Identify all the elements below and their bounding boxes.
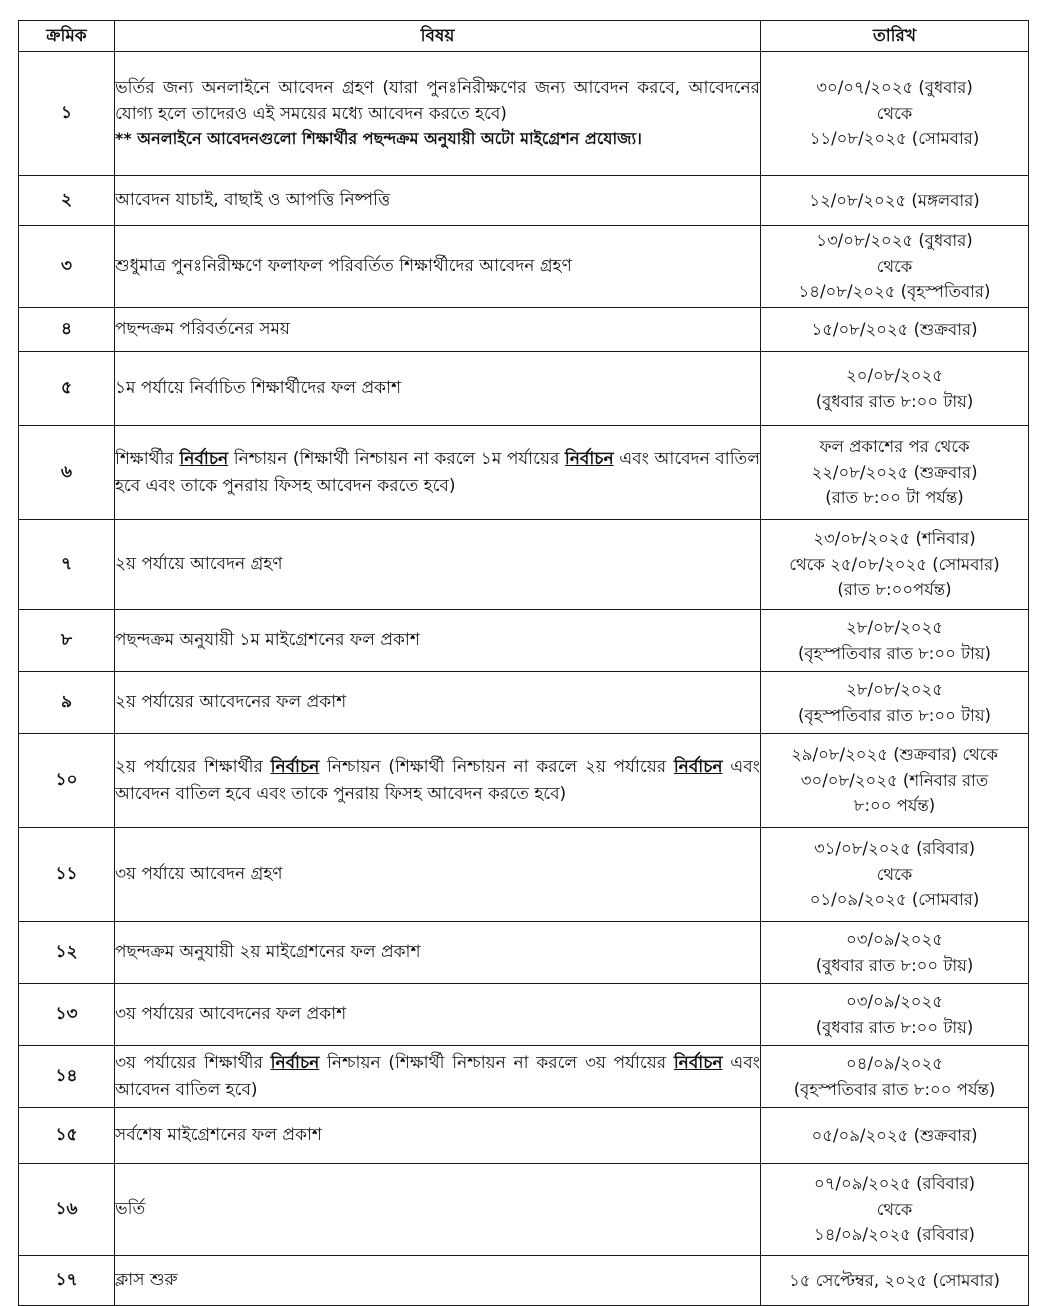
date-line: থেকে: [876, 256, 913, 276]
table-row: [19, 1046, 1029, 1108]
date-line: (বৃহস্পতিবার রাত ৮:০০ পর্যন্ত): [793, 1079, 996, 1099]
subject-text: শুধুমাত্র পুনঃনিরীক্ষণে ফলাফল পরিবর্তিত শিক্ষার্থীদের আবেদন গ্রহণ: [115, 256, 572, 277]
row-serial: ৭: [19, 520, 115, 610]
subject-text: ৩য় পর্যায়ের শিক্ষার্থীর: [115, 1053, 271, 1074]
row-serial: ১৭: [19, 1256, 115, 1306]
row-serial: ১: [19, 52, 115, 176]
date-line: ০৪/০৯/২০২৫: [846, 1053, 943, 1073]
row-subject: [115, 984, 761, 1046]
row-subject: [115, 672, 761, 734]
subject-text: ২য় পর্যায়ে আবেদন গ্রহণ: [115, 554, 283, 575]
date-line: ৩০/০৭/২০২৫ (বুধবার): [816, 78, 973, 98]
row-date: [761, 1046, 1029, 1108]
row-subject: [115, 922, 761, 984]
table-row: [19, 520, 1029, 610]
table-row: [19, 828, 1029, 922]
date-line: ২৮/০৮/২০২৫: [846, 679, 943, 699]
date-line: ২৮/০৮/২০২৫: [846, 617, 943, 637]
table-row: [19, 226, 1029, 308]
table-row: [19, 52, 1029, 176]
subject-note: ** অনলাইনে আবেদনগুলো শিক্ষার্থীর পছন্দক্রম অনুযায়ী অটো মাইগ্রেশন প্রযোজ্য।: [115, 129, 642, 149]
date-line: (বুধবার রাত ৮:০০ টায়): [815, 1017, 974, 1037]
date-line: ৩০/০৮/২০২৫ (শনিবার রাত: [800, 770, 989, 790]
table-body: [19, 52, 1029, 1306]
row-subject: [115, 734, 761, 828]
subject-text: পছন্দক্রম পরিবর্তনের সময়: [115, 319, 290, 340]
row-subject: [115, 610, 761, 672]
subject-text: পছন্দক্রম অনুযায়ী ১ম মাইগ্রেশনের ফল প্রকাশ: [115, 630, 420, 651]
row-serial: ২: [19, 176, 115, 226]
date-line: (বুধবার রাত ৮:০০ টায়): [815, 391, 974, 411]
row-serial: ৬: [19, 426, 115, 520]
subject-text: আবেদন যাচাই, বাছাই ও আপত্তি নিষ্পত্তি: [115, 190, 391, 211]
table-row: [19, 984, 1029, 1046]
subject-emphasis: নির্বাচন: [270, 757, 320, 778]
date-line: (বৃহস্পতিবার রাত ৮:০০ টায়): [798, 643, 991, 663]
subject-text: এবং আবেদন বাতিল হবে): [115, 1053, 760, 1100]
row-serial: ৩: [19, 226, 115, 308]
date-line: (রাত ৮:০০পর্যন্ত): [837, 580, 952, 600]
row-date: [761, 828, 1029, 922]
header-subject: বিষয়: [115, 21, 761, 52]
row-subject: [115, 1164, 761, 1256]
row-subject: [115, 52, 761, 176]
row-date: [761, 672, 1029, 734]
date-line: ০৫/০৯/২০২৫ (শুক্রবার): [811, 1125, 978, 1145]
subject-text: ২য় পর্যায়ের আবেদনের ফল প্রকাশ: [115, 692, 347, 713]
subject-text: শিক্ষার্থীর: [115, 449, 180, 470]
date-line: ১৪/০৯/২০২৫ (রবিবার): [813, 1225, 975, 1245]
subject-text: ২য় পর্যায়ের শিক্ষার্থীর: [115, 757, 271, 778]
date-line: ১৫ সেপ্টেম্বর, ২০২৫ (সোমবার): [789, 1270, 1000, 1290]
row-subject: [115, 1046, 761, 1108]
row-subject: [115, 1108, 761, 1164]
row-date: [761, 176, 1029, 226]
row-date: [761, 734, 1029, 828]
date-line: ০৭/০৯/২০২৫ (রবিবার): [813, 1174, 976, 1194]
row-serial: ৫: [19, 352, 115, 426]
table-row: [19, 610, 1029, 672]
row-subject: [115, 352, 761, 426]
date-line: (বুধবার রাত ৮:০০ টায়): [815, 955, 974, 975]
row-subject: [115, 308, 761, 352]
subject-text: নিশ্চায়ন (শিক্ষার্থী নিশ্চায়ন না করলে ৩য় পর্যায়ের: [319, 1053, 674, 1074]
row-subject: [115, 426, 761, 520]
table-row: [19, 734, 1029, 828]
row-serial: ১০: [19, 734, 115, 828]
date-line: ১৪/০৮/২০২৫ (বৃহস্পতিবার): [798, 282, 991, 302]
date-line: থেকে: [876, 864, 913, 884]
table-row: [19, 922, 1029, 984]
subject-text: ৩য় পর্যায়ে আবেদন গ্রহণ: [115, 864, 283, 885]
subject-emphasis: নির্বাচন: [673, 1053, 723, 1074]
row-subject: [115, 226, 761, 308]
date-line: (রাত ৮:০০ টা পর্যন্ত): [825, 488, 964, 508]
row-serial: ৪: [19, 308, 115, 352]
subject-text: ৩য় পর্যায়ের আবেদনের ফল প্রকাশ: [115, 1004, 347, 1025]
table-row: [19, 672, 1029, 734]
subject-emphasis: নির্বাচন: [564, 449, 614, 470]
row-date: [761, 1164, 1029, 1256]
date-line: থেকে: [876, 1199, 913, 1219]
table-row: [19, 352, 1029, 426]
subject-text: এবং আবেদন বাতিল হবে এবং তাকে পুনরায় ফিসহ আবেদন করতে হবে): [115, 449, 760, 496]
row-subject: [115, 176, 761, 226]
row-serial: ৯: [19, 672, 115, 734]
subject-text: ক্লাস শুরু: [115, 1270, 178, 1291]
row-subject: [115, 520, 761, 610]
date-line: (বৃহস্পতিবার রাত ৮:০০ টায়): [798, 705, 991, 725]
row-date: [761, 1108, 1029, 1164]
date-line: থেকে ২৫/০৮/২০২৫ (সোমবার): [789, 554, 1000, 574]
row-serial: ১৩: [19, 984, 115, 1046]
subject-text: ১ম পর্যায়ে নির্বাচিত শিক্ষার্থীদের ফল প্রকাশ: [115, 378, 402, 399]
row-serial: ৮: [19, 610, 115, 672]
row-date: [761, 610, 1029, 672]
table-row: [19, 1108, 1029, 1164]
subject-emphasis: নির্বাচন: [673, 757, 723, 778]
date-line: ২২/০৮/২০২৫ (শুক্রবার): [811, 462, 978, 482]
header-date: তারিখ: [761, 21, 1029, 52]
row-date: [761, 52, 1029, 176]
date-line: ২৩/০৮/২০২৫ (শনিবার): [813, 529, 976, 549]
subject-text: ভর্তি: [115, 1199, 146, 1220]
row-subject: [115, 1256, 761, 1306]
date-line: থেকে: [876, 103, 913, 123]
row-serial: ১১: [19, 828, 115, 922]
date-line: ১১/০৮/২০২৫ (সোমবার): [809, 129, 980, 149]
row-date: [761, 308, 1029, 352]
date-line: ৩১/০৮/২০২৫ (রবিবার): [813, 839, 976, 859]
schedule-page: [18, 20, 1028, 1306]
subject-text: ভর্তির জন্য অনলাইনে আবেদন গ্রহণ (যারা পুনঃনিরীক্ষণের জন্য আবেদন করবে, আবেদনের যোগ্য হলে তাদেরও এই সময়ের মধ্যে আবেদন করতে হবে): [115, 77, 760, 125]
date-line: ৮:০০ পর্যন্ত): [853, 796, 936, 816]
subject-text: নিশ্চায়ন (শিক্ষার্থী নিশ্চায়ন না করলে ১ম পর্যায়ের: [228, 449, 565, 470]
row-date: [761, 922, 1029, 984]
row-serial: ১২: [19, 922, 115, 984]
row-date: [761, 984, 1029, 1046]
subject-text: নিশ্চায়ন (শিক্ষার্থী নিশ্চায়ন না করলে ২য় পর্যায়ের: [319, 757, 674, 778]
subject-text: এবং আবেদন বাতিল হবে এবং তাকে পুনরায় ফিসহ আবেদন করতে হবে): [115, 757, 760, 804]
subject-emphasis: নির্বাচন: [179, 449, 229, 470]
table-row: [19, 1256, 1029, 1306]
table-row: [19, 176, 1029, 226]
row-date: [761, 352, 1029, 426]
date-line: ২০/০৮/২০২৫: [846, 365, 943, 385]
subject-text: সর্বশেষ মাইগ্রেশনের ফল প্রকাশ: [115, 1125, 322, 1146]
date-line: ০৩/০৯/২০২৫: [846, 991, 943, 1011]
date-line: ০১/০৯/২০২৫ (সোমবার): [809, 890, 980, 910]
date-line: ০৩/০৯/২০২৫: [846, 929, 943, 949]
subject-emphasis: নির্বাচন: [270, 1053, 320, 1074]
date-line: ২৯/০৮/২০২৫ (শুক্রবার) থেকে: [791, 745, 998, 765]
admission-schedule-table: [18, 20, 1029, 1306]
date-line: ১৫/০৮/২০২৫ (শুক্রবার): [811, 319, 978, 339]
subject-text: পছন্দক্রম অনুযায়ী ২য় মাইগ্রেশনের ফল প্রকাশ: [115, 942, 421, 963]
date-line: ১৩/০৮/২০২৫ (বুধবার): [816, 231, 973, 251]
row-date: [761, 426, 1029, 520]
table-row: [19, 1164, 1029, 1256]
table-row: [19, 426, 1029, 520]
row-date: [761, 1256, 1029, 1306]
row-date: [761, 226, 1029, 308]
header-serial: ক্রমিক: [19, 21, 115, 52]
table-row: [19, 308, 1029, 352]
date-line: ফল প্রকাশের পর থেকে: [819, 437, 970, 457]
date-line: ১২/০৮/২০২৫ (মঙ্গলবার): [809, 190, 980, 210]
row-date: [761, 520, 1029, 610]
row-subject: [115, 828, 761, 922]
table-header-row: [19, 21, 1029, 52]
row-serial: ১৪: [19, 1046, 115, 1108]
row-serial: ১৬: [19, 1164, 115, 1256]
row-serial: ১৫: [19, 1108, 115, 1164]
